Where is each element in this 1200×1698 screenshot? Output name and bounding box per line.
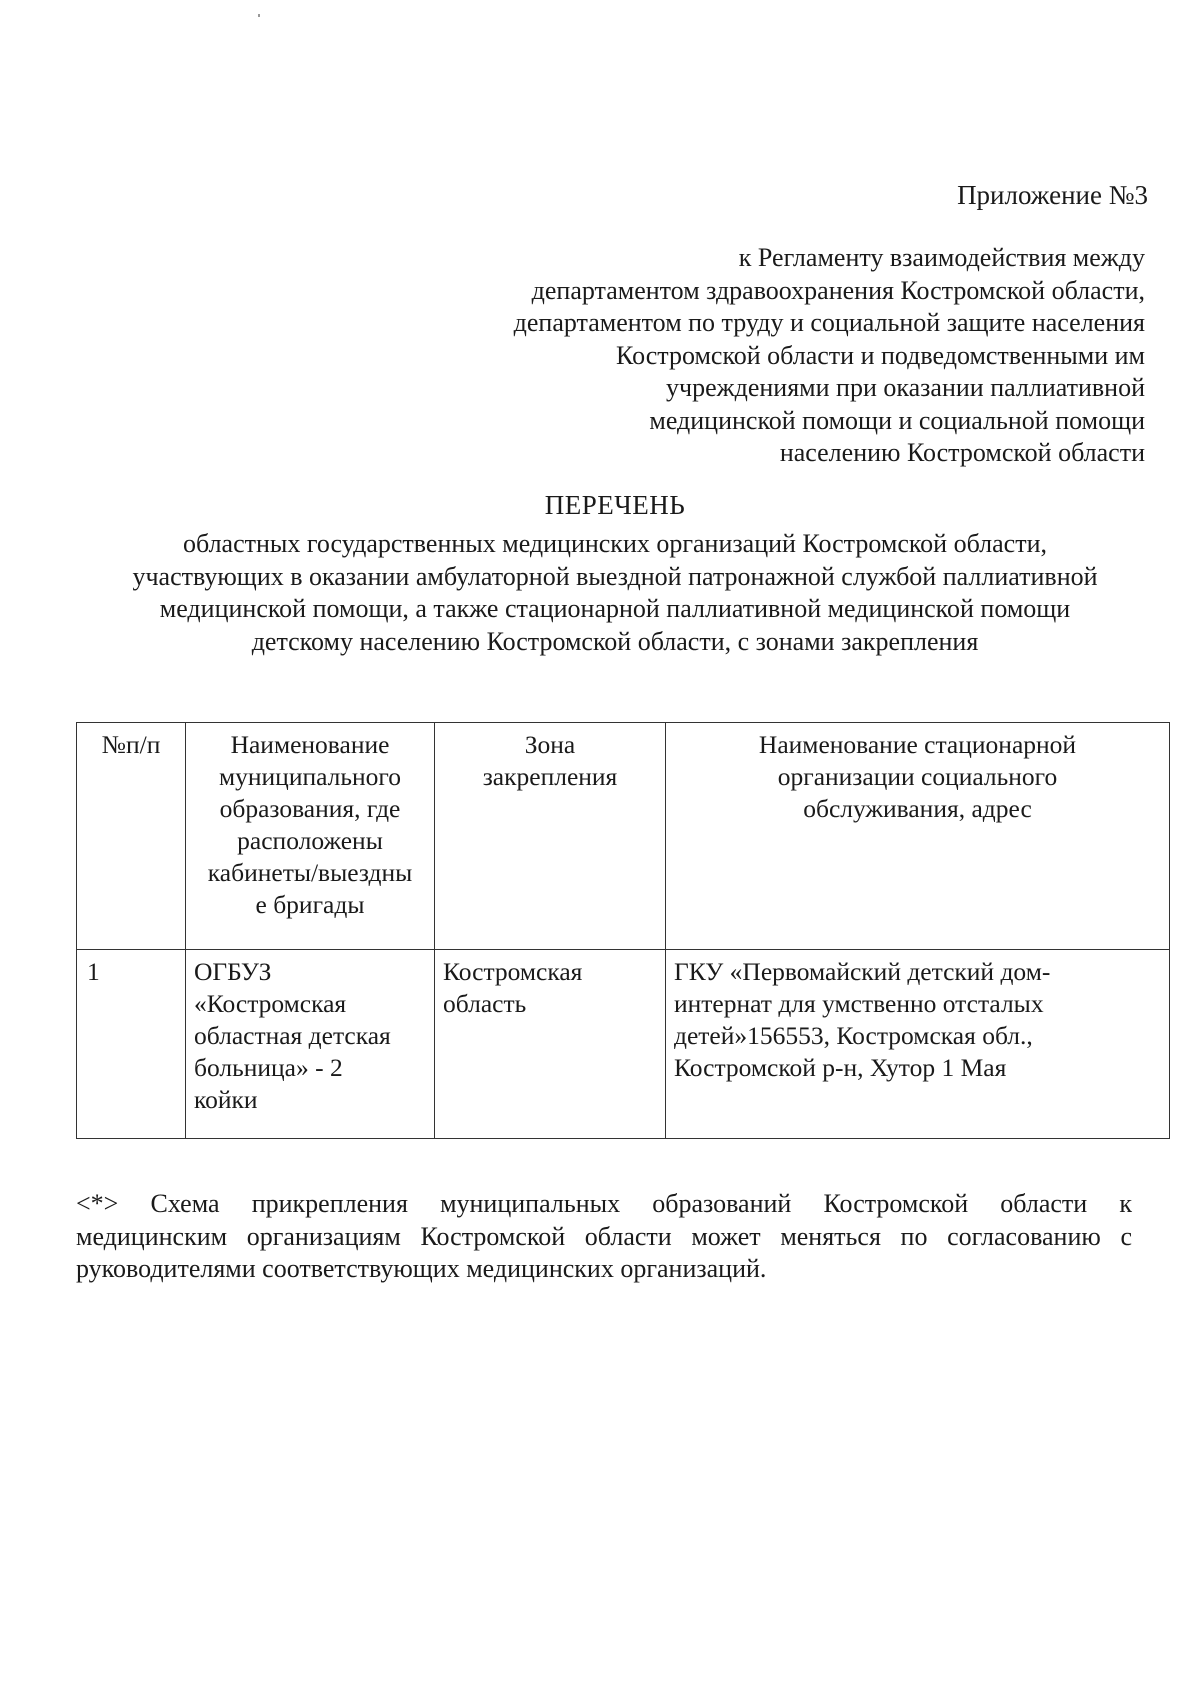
- regulation-line: Костромской области и подведомственными им: [616, 340, 1145, 370]
- header-line: образования, где: [219, 794, 401, 823]
- regulation-line: медицинской помощи и социальной помощи: [649, 405, 1145, 435]
- regulation-line: департаментом здравоохранения Костромской области,: [531, 275, 1145, 305]
- header-line: Наименование стационарной: [758, 730, 1077, 759]
- subtitle-line: детскому населению Костромской области, с зонами закрепления: [251, 626, 979, 656]
- cell-line: детей»156553, Костромская обл.,: [674, 1021, 1033, 1050]
- subtitle-line: медицинской помощи, а также стационарной паллиативной медицинской помощи: [159, 594, 1071, 623]
- cell-number: 1: [77, 950, 186, 1139]
- cell-line: ГКУ «Первомайский детский дом-: [674, 957, 1051, 986]
- cell-line: область: [443, 989, 527, 1018]
- footnote-line: <*> Схема прикрепления муниципальных образований Костромской области к: [76, 1189, 1132, 1218]
- cell-municipality: [186, 950, 435, 1139]
- header-line: закрепления: [482, 762, 618, 791]
- cell-line: больница» - 2: [194, 1053, 343, 1082]
- organizations-table: [76, 722, 1170, 1139]
- header-line: е бригады: [255, 890, 365, 919]
- cell-zone: [435, 950, 666, 1139]
- subtitle-line: участвующих в оказании амбулаторной выездной патронажной службой паллиативной: [132, 561, 1098, 591]
- subtitle-line: областных государственных медицинских организаций Костромской области,: [183, 529, 1047, 558]
- header-line: расположены: [237, 826, 383, 855]
- cell-line: «Костромская: [194, 989, 347, 1018]
- footnote-line: медицинским организациям Костромской области может меняться по согласованию с: [76, 1221, 1132, 1251]
- cell-line: Костромской р-н, Хутор 1 Мая: [674, 1053, 1007, 1082]
- header-municipality: [186, 723, 435, 950]
- header-number: [77, 723, 186, 950]
- header-line: организации социального: [777, 762, 1058, 791]
- header-line: обслуживания, адрес: [803, 794, 1032, 823]
- regulation-line: учреждениями при оказании паллиативной: [666, 373, 1145, 402]
- table-row: [77, 950, 1170, 1139]
- regulation-line: населению Костромской области: [779, 438, 1145, 467]
- footnote-line: руководителями соответствующих медицинских организаций.: [76, 1254, 767, 1283]
- regulation-line: к Регламенту взаимодействия между: [738, 243, 1145, 272]
- header-zone: [435, 723, 666, 950]
- regulation-line: департаментом по труду и социальной защите населения: [513, 308, 1145, 337]
- cell-line: Костромская: [443, 957, 583, 986]
- cell-organization: [666, 950, 1170, 1139]
- document-subtitle: [70, 528, 1160, 658]
- appendix-label: Приложение №3: [957, 180, 1148, 210]
- regulation-reference: [514, 242, 1145, 470]
- header-line: муниципального: [219, 762, 401, 791]
- table-header-row: [77, 723, 1170, 950]
- header-line: Зона: [524, 730, 576, 759]
- footnote: [76, 1188, 1132, 1286]
- header-line: №п/п: [101, 730, 161, 759]
- header-line: кабинеты/выездны: [207, 858, 413, 887]
- header-organization: [666, 723, 1170, 950]
- cell-line: койки: [194, 1085, 258, 1114]
- cell-line: интернат для умственно отсталых: [674, 989, 1044, 1018]
- cell-line: ОГБУЗ: [194, 957, 272, 986]
- cell-line: областная детская: [194, 1021, 391, 1050]
- scan-artifact: [258, 14, 260, 17]
- header-line: Наименование: [230, 730, 390, 759]
- document-title: ПЕРЕЧЕНЬ: [544, 490, 686, 520]
